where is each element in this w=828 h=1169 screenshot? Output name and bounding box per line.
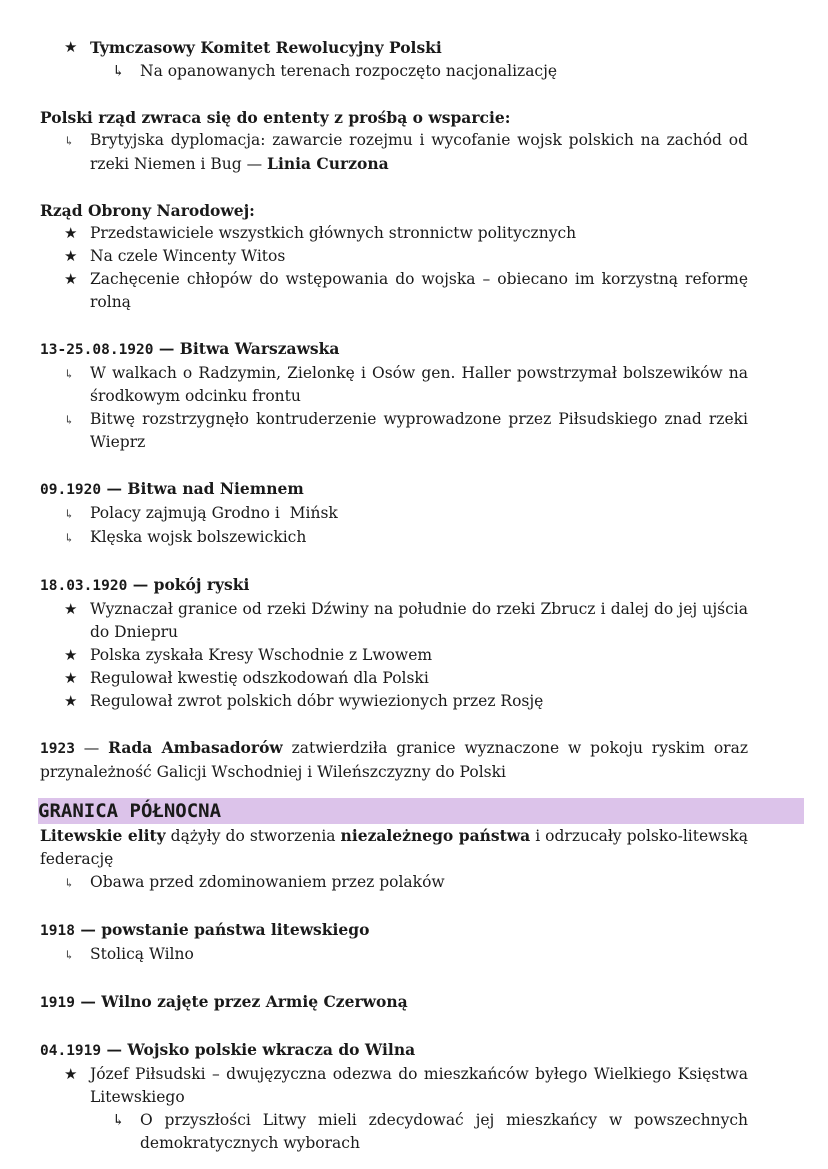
event-heading (40, 918, 748, 943)
event-title: — pokój ryski (127, 575, 250, 594)
small-return-arrow-icon: ↳ (64, 413, 75, 427)
star-icon: ★ (64, 646, 78, 664)
star-list-item (40, 268, 748, 314)
star-list-item (40, 667, 748, 690)
star-list-item (40, 1063, 748, 1109)
list-item-text: Przedstawiciele wszystkich głównych stronnictw politycznych (90, 224, 577, 242)
list-item (40, 943, 748, 967)
small-return-arrow-icon: ↳ (64, 876, 75, 890)
return-arrow-icon: ↳ (112, 62, 125, 80)
paragraph-text: dążyły do stworzenia (165, 827, 341, 845)
list-item (40, 526, 748, 550)
list-item (40, 408, 748, 454)
paragraph (40, 736, 748, 784)
star-icon: ★ (64, 692, 78, 710)
paragraph (40, 824, 748, 871)
list-item (40, 129, 748, 176)
star-list-item (40, 245, 748, 268)
list-item-text: Klęska wojsk bolszewickich (90, 528, 307, 546)
document-page (40, 36, 748, 1155)
star-icon: ★ (64, 669, 78, 687)
list-item-bold-text: Linia Curzona (267, 154, 389, 173)
event-date: 18.03.1920 (40, 578, 128, 594)
event-heading (40, 477, 748, 502)
star-icon: ★ (64, 38, 78, 56)
event-heading (40, 990, 748, 1015)
section-heading: Polski rząd zwraca się do ententy z prośbą o wsparcie: (40, 108, 511, 127)
return-arrow-icon: ↳ (112, 1111, 125, 1129)
event-title: — Bitwa Warszawska (153, 339, 340, 358)
list-item (40, 362, 748, 408)
event-title: — Bitwa nad Niemnem (101, 479, 304, 498)
list-item-text: Wyznaczał granice od rzeki Dźwiny na południe do rzeki Zbrucz i dalej do jej ujścia do Dniepru (90, 600, 748, 641)
event-date: 1918 (40, 923, 75, 939)
small-return-arrow-icon: ↳ (64, 948, 75, 962)
small-return-arrow-icon: ↳ (64, 507, 75, 521)
paragraph-dash: — (74, 739, 109, 757)
star-list-item (40, 36, 748, 60)
paragraph-text: i odrzucały polsko-litewską federację (40, 827, 748, 868)
list-item-text: Regulował kwestię odszkodowań dla Polski (90, 669, 429, 687)
event-date: 04.1919 (40, 1043, 102, 1059)
event-date: 1919 (40, 995, 75, 1011)
event-date: 13-25.08.1920 (40, 342, 154, 358)
list-item-text: Tymczasowy Komitet Rewolucyjny Polski (90, 38, 442, 57)
star-icon: ★ (64, 270, 78, 288)
paragraph-bold-text: Rada Ambasadorów (108, 738, 283, 757)
paragraph-bold-text: niezależnego państwa (340, 826, 531, 845)
list-item (40, 871, 748, 895)
small-return-arrow-icon: ↳ (64, 134, 75, 148)
small-return-arrow-icon: ↳ (64, 531, 75, 545)
star-icon: ★ (64, 224, 78, 242)
list-item-text: Zachęcenie chłopów do wstępowania do wojska – obiecano im korzystną reformę rolną (90, 270, 748, 311)
star-list-item (40, 644, 748, 667)
list-item-text: Józef Piłsudski – dwujęzyczna odezwa do mieszkańców byłego Wielkiego Księstwa Litewskiego (90, 1065, 748, 1106)
star-list-item (40, 690, 748, 713)
paragraph-bold-text: Litewskie elity (40, 826, 166, 845)
list-item-text: O przyszłości Litwy mieli zdecydować jej mieszkańcy w powszechnych demokratycznych wyborach (140, 1111, 748, 1152)
list-item-text: Polska zyskała Kresy Wschodnie z Lwowem (90, 646, 433, 664)
list-item-text: Polacy zajmują Grodno i Mińsk (90, 504, 338, 522)
event-heading (40, 573, 748, 598)
event-date: 09.1920 (40, 482, 102, 498)
event-heading (40, 1038, 748, 1063)
list-item-text: Regulował zwrot polskich dóbr wywiezionych przez Rosję (90, 692, 544, 710)
list-item-text: Bitwę rozstrzygnęło kontruderzenie wyprowadzone przez Piłsudskiego znad rzeki Wieprz (90, 410, 748, 451)
list-item (40, 502, 748, 526)
star-list-item (40, 598, 748, 644)
star-icon: ★ (64, 247, 78, 265)
list-item-text: Obawa przed zdominowaniem przez polaków (90, 873, 445, 891)
list-item-text: W walkach o Radzymin, Zielonkę i Osów gen. Haller powstrzymał bolszewików na środkowym odcinku frontu (90, 364, 748, 405)
star-icon: ★ (64, 600, 78, 618)
section-title-bar: GRANICA PÓŁNOCNA (38, 798, 804, 824)
list-item-text: Na opanowanych terenach rozpoczęto nacjonalizację (140, 62, 558, 80)
star-icon: ★ (64, 1065, 78, 1083)
list-item-text: Stolicą Wilno (90, 945, 194, 963)
list-item-text: Na czele Wincenty Witos (90, 247, 286, 265)
list-item-text: Brytyjska dyplomacja: zawarcie rozejmu i wycofanie wojsk polskich na zachód od rzeki Niemen i Bug — (90, 131, 748, 173)
paragraph-text: zatwierdziła granice wyznaczone w pokoju ryskim oraz przynależność Galicji Wschodniej i Wileńszczyzny do Polski (40, 739, 748, 781)
section-heading: Rząd Obrony Narodowej: (40, 201, 255, 220)
star-list-item (40, 222, 748, 245)
event-title: — Wojsko polskie wkracza do Wilna (101, 1040, 416, 1059)
event-title: — Wilno zajęte przez Armię Czerwoną (74, 992, 408, 1011)
small-return-arrow-icon: ↳ (64, 367, 75, 381)
event-heading (40, 337, 748, 362)
sub-list-item (40, 60, 748, 83)
event-title: — powstanie państwa litewskiego (74, 920, 370, 939)
event-date: 1923 (40, 741, 75, 757)
sub-list-item (40, 1109, 748, 1155)
